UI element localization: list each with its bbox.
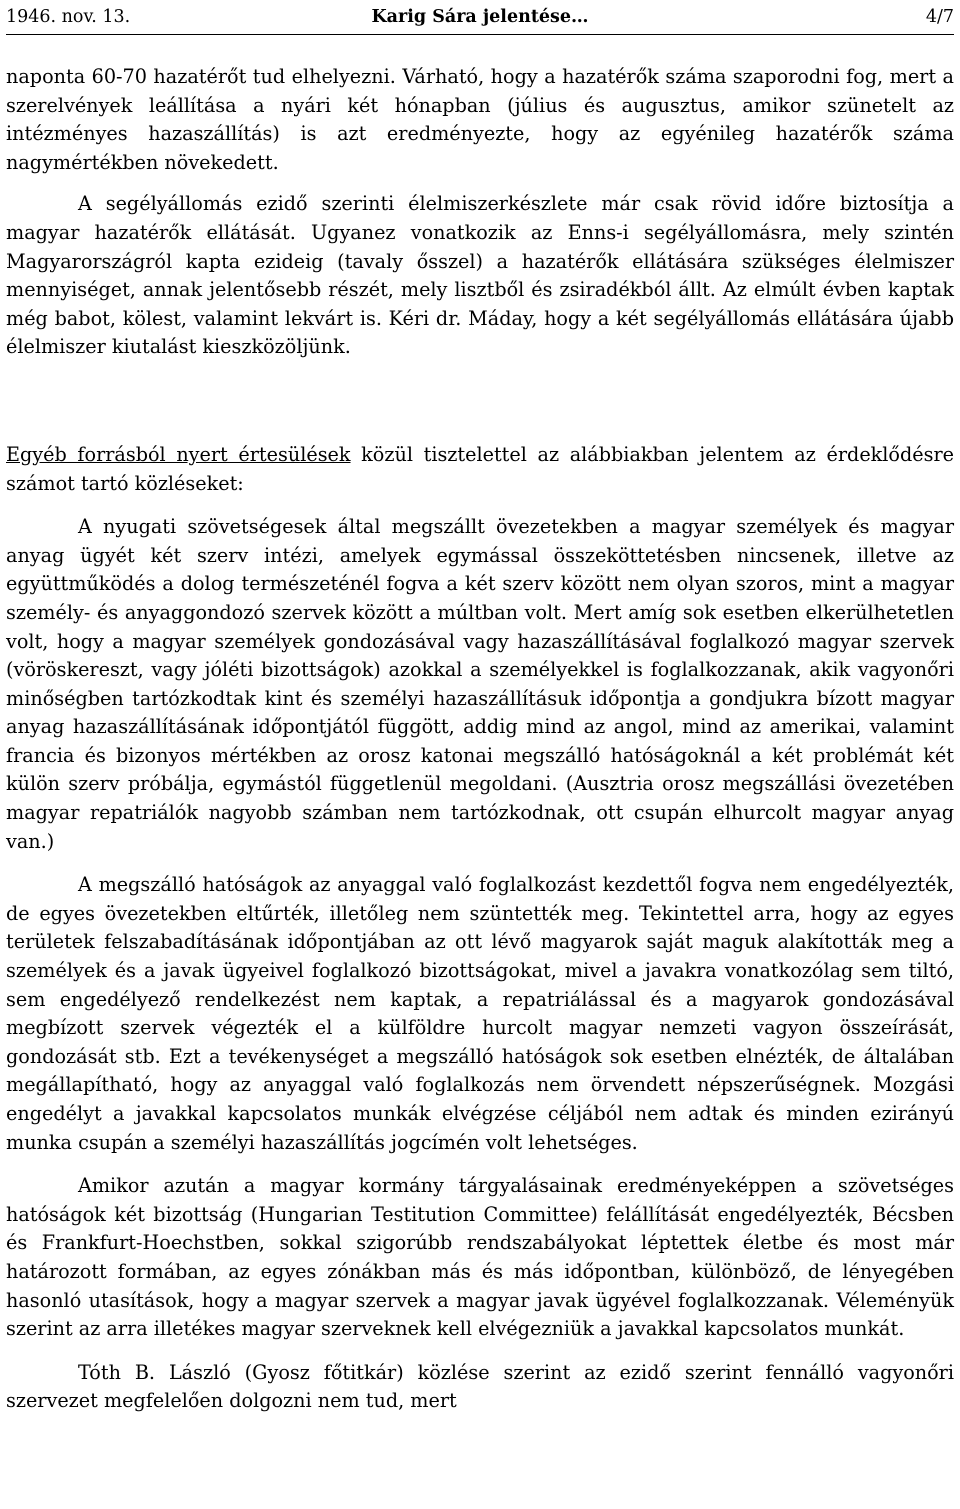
paragraph-toth-laszlo: Tóth B. László (Gyosz főtitkár) közlése szerint az ezidő szerint fennálló vagyonőri szervezet megfelelően dolgozni nem tud, mert <box>6 1360 954 1413</box>
header-title: Karig Sára jelentése… <box>371 7 589 27</box>
page-header <box>6 0 954 34</box>
paragraph-other-sources-text: közül tisztelettel az alábbiakban jelentem az érdeklődésre számot tartó közléseket: <box>6 442 954 495</box>
header-divider <box>6 34 954 35</box>
paragraph-occupying-authorities: A megszálló hatóságok az anyaggal való foglalkozást kezdettől fogva nem engedélyezték, de egyes övezetekben eltűrték, illetőleg nem szüntették meg. Tekintettel arra, hogy az egyes területek felszabadításának időpontjában az ott lévő magyarok saját maguk alakították meg a személyek és a javak ügyeivel foglalkozó bizottságokat, mivel a javakra vonatkozólag sem tiltó, sem engedélyező rendelkezést nem kaptak, a repatriálással és a magyarok gondozásával megbízott szervek végezték el a külföldre hurcolt magyar nemzeti vagyon összeírását, gondozását stb. Ezt a tevékenységet a megszálló hatóságok sok esetben elnézték, de általában megállapítható, hogy az anyaggal való foglalkozás nem örvendett népszerűségnek. Mozgási engedélyt a javakkal kapcsolatos munkák elvégzése céljából nem adtak és minden ezirányú munka csupán a személyi hazaszállítás jogcímén volt lehetséges. <box>6 873 954 1154</box>
paragraph-western-zones: A nyugati szövetségesek által megszállt övezetekben a magyar személyek és magyar anyag ügyét két szerv intézi, amelyek egymással összeköttetésben nincsenek, illetve az együttműködés a dolog természeténél fogva a két szerv között nem olyan szoros, mint a magyar személy- és anyaggondozó szervek között a múltban volt. Mert amíg sok esetben elkerülhetetlen volt, hogy a magyar személyek gondozásával vagy hazaszállításával foglalkozó magyar szervek (vöröskereszt, vagy jóléti bizottságok) azokkal a személyekkel is foglalkozzanak, akik vagyonőri minőségben tartózkodtak kint és személyi hazaszállításuk időpontja a gondjukra bízott magyar anyag hazaszállításának időpontjától függött, addig mind az angol, mind az amerikai, valamint francia és bizonyos mértékben az orosz katonai megszálló hatóságoknál a két problémát két külön szerv próbálja, egymástól függetlenül megoldani. (Ausztria orosz megszállási övezetében magyar repatriálók nagyobb számban nem tartózkodnak, ott csupán elhurcolt magyar anyag van.) <box>6 515 954 853</box>
header-date: 1946. nov. 13. <box>6 7 131 27</box>
paragraph-restitution-committee: Amikor azután a magyar kormány tárgyalásainak eredményeképpen a szövetséges hatóságok két bizottság (Hungarian Testitution Committee) felállítását engedélyezték, Bécsben és Frankfurt-Hoechstben, sokkal szigorúbb rendszabályokat léptettek életbe és most már határozott formában, az egyes zónákban más és más időpontban, különböző, de lényegében hasonló utasítások, hogy a magyar szervek a magyar javak ügyével foglalkozzanak. Véleményük szerint az arra illetékes magyar szerveknek kell elvégezniük a javakkal kapcsolatos munkát. <box>6 1174 954 1341</box>
paragraph-food-supply: A segélyállomás ezidő szerinti élelmiszerkészlete már csak rövid időre biztosítja a magyar hazatérők ellátását. Ugyanez vonatkozik az Enns-i segélyállomásra, mely szintén Magyarországról kapta ezideig (tavaly ősszel) a hazatérők ellátására szükséges élelmiszer mennyiséget, annak jelentősebb részét, mely lisztből és zsiradékból állt. Az elmúlt évben kaptak még babot, kölest, valamint lekvárt is. Kéri dr. Máday, hogy a két segélyállomás ellátására újabb élelmiszer kiutalást kieszközöljünk. <box>6 192 954 359</box>
document-page <box>6 0 954 1416</box>
underlined-heading: Egyéb forrásból nyert értesülések <box>6 442 351 466</box>
paragraph-returnees: naponta 60-70 hazatérőt tud elhelyezni. Várható, hogy a hazatérők száma szaporodni fog, mert a szerelvények leállítása a nyári két hónapban (július és augusztus, amikor szünetelt az intézményes hazaszállítás) is azt eredményezte, hogy az egyénileg hazatérők száma nagymértékben növekedett. <box>6 65 954 174</box>
header-page-number: 4/7 <box>925 7 954 27</box>
paragraph-other-sources <box>6 441 954 498</box>
